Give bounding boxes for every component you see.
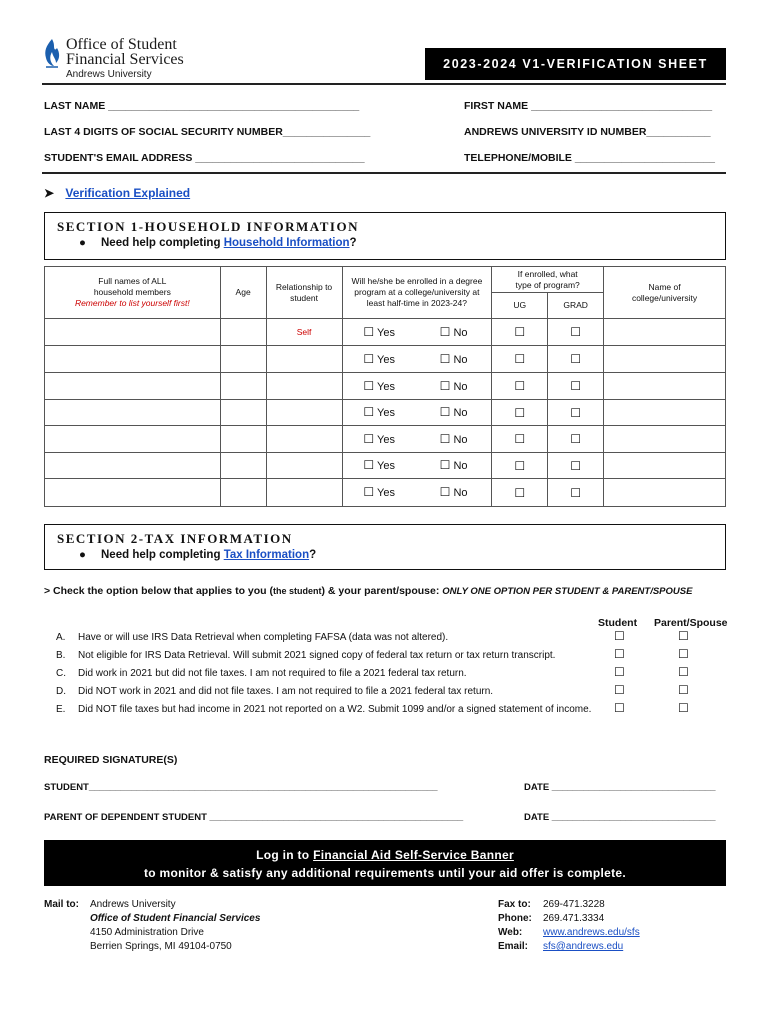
checkbox-icon[interactable]: ☐ bbox=[439, 405, 451, 419]
name-cell[interactable] bbox=[45, 346, 221, 373]
checkbox-icon[interactable]: ☐ bbox=[570, 405, 581, 420]
ssn-field[interactable]: LAST 4 DIGITS OF SOCIAL SECURITY NUMBER_______________ bbox=[44, 126, 371, 138]
household-row bbox=[45, 453, 726, 479]
checkbox-icon[interactable]: ☐ bbox=[363, 405, 375, 419]
name-cell[interactable] bbox=[45, 479, 221, 507]
website-link[interactable]: www.andrews.edu/sfs bbox=[543, 927, 640, 938]
checkbox-icon[interactable]: ☐ bbox=[514, 432, 526, 446]
col-header-relationship: Relationship to student bbox=[266, 267, 342, 319]
parent-signature-field[interactable]: PARENT OF DEPENDENT STUDENT ________________________________________________ bbox=[44, 812, 464, 823]
age-cell[interactable] bbox=[220, 346, 266, 373]
checkbox-icon[interactable]: ☐ bbox=[514, 379, 526, 393]
checkbox-icon[interactable]: ☐ bbox=[363, 485, 375, 499]
household-row bbox=[45, 346, 726, 373]
help-prefix: Need help completing bbox=[101, 549, 224, 561]
option-text: Not eligible for IRS Data Retrieval. Will submit 2021 signed copy of federal tax return or tax return transcript. bbox=[78, 650, 556, 661]
yes-cell[interactable]: ☐ Yes bbox=[342, 319, 416, 346]
age-cell[interactable] bbox=[220, 373, 266, 400]
checkbox-icon[interactable]: ☐ bbox=[439, 431, 451, 446]
col-header-degree: Will he/she be enrolled in a degree program at a college/university at least half-time in 2023-24? bbox=[342, 267, 492, 319]
student-checkbox-icon[interactable]: ☐ bbox=[614, 683, 625, 697]
grad-cell[interactable] bbox=[548, 453, 604, 479]
relationship-cell[interactable] bbox=[266, 346, 342, 373]
option-letter: C. bbox=[56, 668, 66, 679]
age-cell[interactable] bbox=[220, 426, 266, 453]
yes-cell[interactable]: ☐ Yes bbox=[342, 426, 416, 453]
section-1-title: SECTION 1-HOUSEHOLD INFORMATION bbox=[57, 219, 359, 234]
household-row bbox=[45, 479, 726, 507]
fax-number: 269-471.3228 bbox=[543, 899, 605, 910]
tax-instruction: > Check the option below that applies to you (the student) & your parent/spouse: ONLY ONE OPTION PER STUDENT & PARENT/SPOUSE bbox=[44, 585, 693, 597]
student-checkbox-icon[interactable]: ☐ bbox=[614, 701, 625, 715]
grad-cell[interactable] bbox=[548, 373, 604, 400]
household-row bbox=[45, 373, 726, 400]
logo-line-2: Financial Services bbox=[66, 51, 184, 68]
fields-divider bbox=[42, 172, 726, 174]
checkbox-icon[interactable]: ☐ bbox=[570, 485, 581, 500]
help-suffix: ? bbox=[349, 237, 357, 249]
age-cell[interactable] bbox=[220, 400, 266, 426]
college-cell[interactable] bbox=[604, 453, 726, 479]
name-cell[interactable] bbox=[45, 373, 221, 400]
age-cell[interactable] bbox=[220, 479, 266, 507]
relationship-cell[interactable] bbox=[266, 479, 342, 507]
yes-cell[interactable]: ☐ Yes bbox=[342, 373, 416, 400]
option-text: Did work in 2021 but did not file taxes. I am not required to file a 2021 federal tax return. bbox=[78, 668, 467, 679]
checkbox-icon[interactable]: ☐ bbox=[514, 405, 526, 420]
email-link[interactable]: sfs@andrews.edu bbox=[543, 941, 624, 952]
flame-logo-icon bbox=[42, 38, 62, 68]
no-cell[interactable]: ☐ No bbox=[416, 453, 492, 479]
grad-cell[interactable] bbox=[548, 346, 604, 373]
parent-checkbox-icon[interactable]: ☐ bbox=[678, 665, 689, 679]
ug-cell[interactable] bbox=[492, 426, 548, 453]
college-cell[interactable] bbox=[604, 319, 726, 346]
checkbox-icon[interactable]: ☐ bbox=[514, 458, 526, 473]
contact-labels: Fax to: Phone: Web: Email: bbox=[498, 899, 532, 952]
header-divider bbox=[42, 83, 726, 85]
logo-line-3: Andrews University bbox=[66, 69, 152, 80]
household-row bbox=[45, 426, 726, 453]
last-name-field[interactable]: LAST NAME ___________________________________________ bbox=[44, 100, 360, 112]
student-date-field[interactable]: DATE _______________________________ bbox=[524, 782, 716, 793]
login-banner bbox=[44, 840, 726, 886]
option-letter: B. bbox=[56, 650, 66, 661]
student-column-header: Student bbox=[598, 617, 638, 629]
no-cell[interactable]: ☐ No bbox=[416, 346, 492, 373]
ug-cell[interactable] bbox=[492, 453, 548, 479]
ug-cell[interactable] bbox=[492, 400, 548, 426]
checkbox-icon[interactable]: ☐ bbox=[363, 351, 375, 366]
first-name-field[interactable]: FIRST NAME _______________________________ bbox=[464, 100, 713, 112]
no-cell[interactable]: ☐ No bbox=[416, 426, 492, 453]
student-checkbox-icon[interactable]: ☐ bbox=[614, 647, 625, 661]
phone-field[interactable]: TELEPHONE/MOBILE ________________________ bbox=[464, 152, 715, 164]
relationship-cell[interactable] bbox=[266, 426, 342, 453]
name-cell[interactable] bbox=[45, 453, 221, 479]
tax-information-link[interactable]: Tax Information bbox=[223, 549, 310, 561]
student-checkbox-icon[interactable]: ☐ bbox=[614, 665, 625, 679]
checkbox-icon[interactable]: ☐ bbox=[514, 352, 526, 366]
checkbox-icon[interactable]: ☐ bbox=[363, 431, 375, 446]
student-signature-field[interactable]: STUDENT__________________________________________________________________ bbox=[44, 782, 438, 793]
checkbox-icon[interactable]: ☐ bbox=[439, 351, 451, 366]
checkbox-icon[interactable]: ☐ bbox=[363, 378, 375, 393]
col-header-college: Name of college/university bbox=[604, 267, 726, 319]
option-letter: E. bbox=[56, 704, 66, 715]
col-header-grad: GRAD bbox=[548, 293, 604, 319]
verification-explained-link[interactable]: Verification Explained bbox=[65, 186, 191, 200]
grad-cell[interactable] bbox=[548, 479, 604, 507]
relationship-cell[interactable] bbox=[266, 400, 342, 426]
section-1-box bbox=[44, 212, 726, 260]
grad-cell[interactable] bbox=[548, 426, 604, 453]
checkbox-icon[interactable]: ☐ bbox=[514, 485, 526, 500]
option-text: Have or will use IRS Data Retrieval when completing FAFSA (data was not altered). bbox=[78, 632, 449, 643]
yes-cell[interactable]: ☐ Yes bbox=[342, 479, 416, 507]
yes-cell[interactable]: ☐ Yes bbox=[342, 346, 416, 373]
yes-cell[interactable]: ☐ Yes bbox=[342, 453, 416, 479]
household-table bbox=[44, 266, 726, 507]
ug-cell[interactable] bbox=[492, 373, 548, 400]
verification-link-item bbox=[44, 186, 190, 200]
checkbox-icon[interactable]: ☐ bbox=[514, 325, 526, 339]
option-letter: A. bbox=[56, 632, 66, 643]
logo-line-1: Office of Student bbox=[66, 36, 177, 53]
col-header-names: Full names of ALL household members Remember to list yourself first! bbox=[45, 267, 221, 319]
ug-cell[interactable] bbox=[492, 319, 548, 346]
checkbox-icon[interactable]: ☐ bbox=[570, 458, 581, 473]
option-text: Did NOT file taxes but had income in 2021 not reported on a W2. Submit 1099 and/or a signed statement of income. bbox=[78, 704, 592, 715]
student-checkbox-icon[interactable]: ☐ bbox=[614, 629, 625, 643]
name-cell[interactable] bbox=[45, 400, 221, 426]
ug-cell[interactable] bbox=[492, 346, 548, 373]
parent-checkbox-icon[interactable]: ☐ bbox=[678, 629, 689, 643]
university-logo bbox=[42, 38, 242, 82]
parent-checkbox-icon[interactable]: ☐ bbox=[678, 701, 689, 715]
bullet-icon: ● bbox=[79, 549, 86, 561]
no-cell[interactable]: ☐ No bbox=[416, 400, 492, 426]
parent-checkbox-icon[interactable]: ☐ bbox=[678, 683, 689, 697]
self-service-banner-link[interactable]: Financial Aid Self-Service Banner bbox=[313, 848, 514, 862]
checkbox-icon[interactable]: ☐ bbox=[439, 458, 451, 472]
relationship-cell[interactable] bbox=[266, 453, 342, 479]
help-prefix: Need help completing bbox=[101, 237, 224, 249]
contact-values bbox=[543, 898, 640, 954]
checkbox-icon[interactable]: ☐ bbox=[570, 352, 581, 366]
checkbox-icon[interactable]: ☐ bbox=[570, 379, 581, 393]
relationship-cell[interactable] bbox=[266, 373, 342, 400]
col-header-program-type: If enrolled, what type of program? bbox=[492, 267, 604, 293]
yes-cell[interactable]: ☐ Yes bbox=[342, 400, 416, 426]
grad-cell[interactable] bbox=[548, 400, 604, 426]
college-cell[interactable] bbox=[604, 400, 726, 426]
college-cell[interactable] bbox=[604, 346, 726, 373]
college-cell[interactable] bbox=[604, 479, 726, 507]
ug-cell[interactable] bbox=[492, 479, 548, 507]
banner-prefix: Log in to bbox=[256, 848, 314, 862]
household-row bbox=[45, 319, 726, 346]
college-cell[interactable] bbox=[604, 373, 726, 400]
checkbox-icon[interactable]: ☐ bbox=[363, 324, 375, 339]
parent-date-field[interactable]: DATE _______________________________ bbox=[524, 812, 716, 823]
option-text: Did NOT work in 2021 and did not file taxes. I am not required to file a 2021 federal tax return. bbox=[78, 686, 494, 697]
banner-line-2: to monitor & satisfy any additional requirements until your aid offer is complete. bbox=[143, 866, 626, 880]
checkbox-icon[interactable]: ☐ bbox=[439, 485, 451, 499]
checkbox-icon[interactable]: ☐ bbox=[570, 325, 581, 339]
checkbox-icon[interactable]: ☐ bbox=[570, 432, 581, 446]
grad-cell[interactable] bbox=[548, 319, 604, 346]
no-cell[interactable]: ☐ No bbox=[416, 373, 492, 400]
section-2-title: SECTION 2-TAX INFORMATION bbox=[57, 531, 293, 546]
email-field[interactable]: STUDENT'S EMAIL ADDRESS _____________________________ bbox=[44, 152, 365, 164]
household-row bbox=[45, 400, 726, 426]
no-cell[interactable]: ☐ No bbox=[416, 479, 492, 507]
section-2-box bbox=[44, 524, 726, 570]
phone-number: 269.471.3334 bbox=[543, 913, 605, 924]
help-suffix: ? bbox=[309, 549, 317, 561]
name-cell[interactable] bbox=[45, 319, 221, 346]
relationship-cell: Self bbox=[266, 319, 342, 346]
page-title: 2023-2024 V1-VERIFICATION SHEET bbox=[425, 48, 726, 80]
option-letter: D. bbox=[56, 686, 66, 697]
bullet-icon: ● bbox=[79, 237, 86, 249]
name-cell[interactable] bbox=[45, 426, 221, 453]
college-cell[interactable] bbox=[604, 426, 726, 453]
mail-label: Mail to: bbox=[44, 899, 79, 910]
checkbox-icon[interactable]: ☐ bbox=[363, 458, 375, 472]
parent-checkbox-icon[interactable]: ☐ bbox=[678, 647, 689, 661]
no-cell[interactable]: ☐ No bbox=[416, 319, 492, 346]
arrow-icon: ➤ bbox=[44, 186, 55, 200]
age-cell[interactable] bbox=[220, 319, 266, 346]
checkbox-icon[interactable]: ☐ bbox=[439, 324, 451, 339]
col-header-ug: UG bbox=[492, 293, 548, 319]
signatures-heading: REQUIRED SIGNATURE(S) bbox=[44, 754, 178, 766]
mailing-address: Andrews University Office of Student Financial Services 4150 Administration Drive Berrien Springs, MI 49104-0750 bbox=[90, 899, 261, 952]
checkbox-icon[interactable]: ☐ bbox=[439, 378, 451, 393]
household-information-link[interactable]: Household Information bbox=[223, 237, 350, 249]
age-cell[interactable] bbox=[220, 453, 266, 479]
col-header-age: Age bbox=[220, 267, 266, 319]
parent-column-header: Parent/Spouse bbox=[654, 617, 728, 629]
au-id-field[interactable]: ANDREWS UNIVERSITY ID NUMBER___________ bbox=[464, 126, 711, 138]
